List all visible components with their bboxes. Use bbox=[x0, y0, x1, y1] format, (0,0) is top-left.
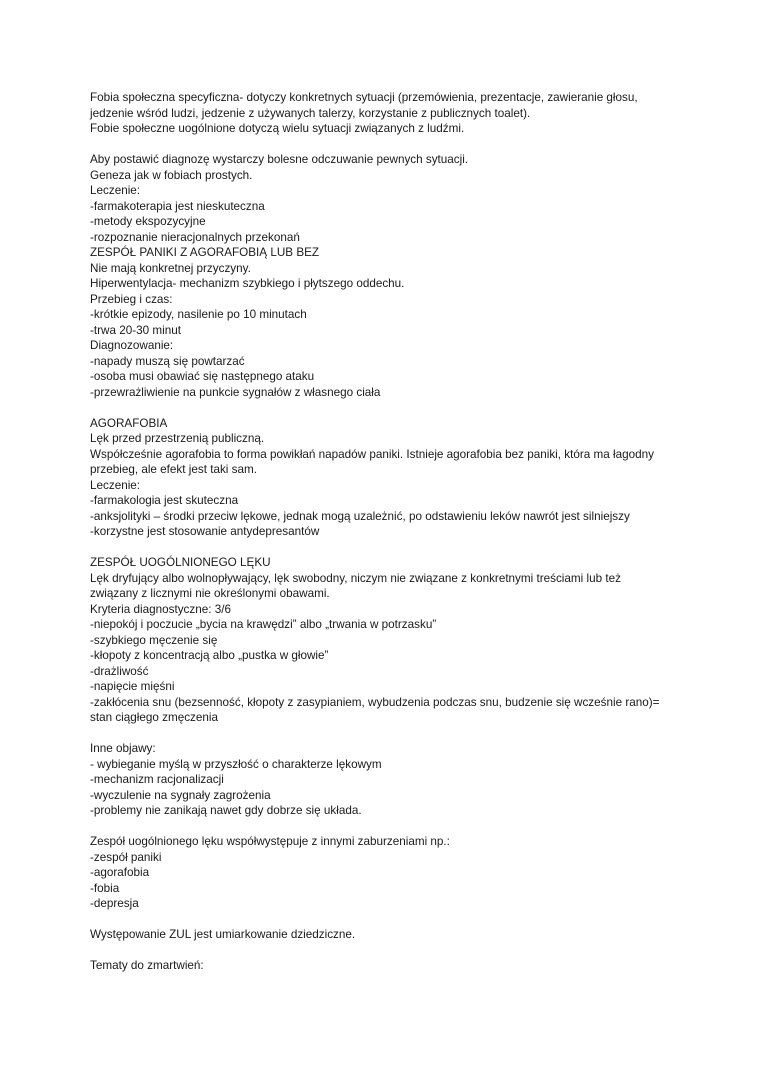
text-line: -farmakoterapia jest nieskuteczna bbox=[90, 199, 265, 213]
text-line: Fobie społeczne uogólnione dotyczą wielu sytuacji związanych z ludźmi. bbox=[90, 122, 465, 135]
text-line: Leczenie: bbox=[90, 478, 141, 492]
paragraph-spacer bbox=[90, 726, 670, 742]
text-line: Lęk przed przestrzenią publiczną. bbox=[90, 432, 265, 445]
text-line: -szybkiego męczenie się bbox=[90, 633, 218, 647]
text-block bbox=[90, 416, 670, 540]
text-line: Kryteria diagnostyczne: 3/6 bbox=[90, 602, 231, 616]
text-line: -przewrażliwienie na punkcie sygnałów z własnego ciała bbox=[90, 385, 381, 399]
text-line: Diagnozowanie: bbox=[90, 339, 174, 352]
paragraph-spacer bbox=[90, 943, 670, 959]
text-line: -napady muszą się powtarzać bbox=[90, 354, 245, 368]
text-line: -rozpoznanie nieracjonalnych przekonań bbox=[90, 230, 300, 244]
paragraph-spacer bbox=[90, 819, 670, 835]
text-line: Geneza jak w fobiach prostych. bbox=[90, 168, 253, 182]
text-line: -zakłócenia snu (bezsenność, kłopoty z zasypianiem, wybudzenia podczas snu, budzenie się wcześnie rano)= stan ciągłego zmęczenia bbox=[90, 695, 660, 724]
text-line: AGORAFOBIA bbox=[90, 416, 168, 430]
text-line: Lęk dryfujący albo wolnopływający, lęk swobodny, niczym nie związane z konkretnymi treściami lub też związany z licznymi nie określonymi obawami. bbox=[90, 571, 621, 600]
text-line: Fobia społeczna specyficzna- dotyczy konkretnych sytuacji (przemówienia, prezentacje, zawieranie głosu, jedzenie wśród ludzi, jedzenie z używanych talerzy, korzystanie z publicznych toalet). bbox=[90, 91, 638, 120]
text-line: -metody ekspozycyjne bbox=[90, 215, 206, 228]
text-line: -problemy nie zanikają nawet gdy dobrze się układa. bbox=[90, 804, 362, 817]
text-line: -wyczulenie na sygnały zagrożenia bbox=[90, 788, 271, 802]
text-line: -mechanizm racjonalizacji bbox=[90, 773, 224, 786]
text-block bbox=[90, 152, 670, 400]
text-line: Leczenie: bbox=[90, 184, 141, 197]
text-line: -napięcie mięśni bbox=[90, 680, 175, 693]
text-line: Tematy do zmartwień: bbox=[90, 959, 204, 972]
text-line: Aby postawić diagnozę wystarczy bolesne odczuwanie pewnych sytuacji. bbox=[90, 153, 469, 166]
text-line: -kłopoty z koncentracją albo „pustka w głowie” bbox=[90, 649, 329, 662]
text-line: ZESPÓŁ PANIKI Z AGORAFOBIĄ LUB BEZ bbox=[90, 246, 320, 259]
text-line: Przebieg i czas: bbox=[90, 292, 173, 306]
text-line: -farmakologia jest skuteczna bbox=[90, 494, 239, 507]
text-line: -anksjolityki – środki przeciw lękowe, jednak mogą uzależnić, po odstawieniu leków nawrót jest silniejszy bbox=[90, 509, 630, 523]
text-line: -drażliwość bbox=[90, 664, 149, 678]
paragraph-spacer bbox=[90, 540, 670, 556]
text-line: -krótkie epizody, nasilenie po 10 minutach bbox=[90, 308, 307, 321]
text-block bbox=[90, 958, 670, 974]
text-line: Hiperwentylacja- mechanizm szybkiego i płytszego oddechu. bbox=[90, 277, 405, 290]
text-block bbox=[90, 834, 670, 912]
text-block bbox=[90, 741, 670, 819]
text-line: -trwa 20-30 minut bbox=[90, 323, 181, 337]
text-line: -korzystne jest stosowanie antydepresantów bbox=[90, 525, 320, 538]
text-line: -agorafobia bbox=[90, 866, 150, 879]
text-block bbox=[90, 90, 670, 137]
text-line: Nie mają konkretnej przyczyny. bbox=[90, 261, 251, 275]
document-body bbox=[90, 90, 670, 974]
text-line: -zespół paniki bbox=[90, 850, 162, 864]
paragraph-spacer bbox=[90, 912, 670, 928]
text-line: - wybieganie myślą w przyszłość o charakterze lękowym bbox=[90, 757, 382, 771]
text-line: Występowanie ZUL jest umiarkowanie dziedziczne. bbox=[90, 928, 356, 941]
paragraph-spacer bbox=[90, 400, 670, 416]
text-line: Zespół uogólnionego lęku współwystępuje z innymi zaburzeniami np.: bbox=[90, 835, 450, 848]
paragraph-spacer bbox=[90, 137, 670, 153]
text-block bbox=[90, 555, 670, 726]
text-line: Inne objawy: bbox=[90, 742, 156, 755]
text-line: -osoba musi obawiać się następnego ataku bbox=[90, 370, 315, 383]
text-line: Współcześnie agorafobia to forma powikłań napadów paniki. Istnieje agorafobia bez paniki, która ma łagodny przebieg, ale efekt jest taki sam. bbox=[90, 447, 654, 476]
text-line: -niepokój i poczucie „bycia na krawędzi” albo „trwania w potrzasku” bbox=[90, 618, 437, 631]
text-line: -depresja bbox=[90, 897, 139, 910]
text-block bbox=[90, 927, 670, 943]
text-line: -fobia bbox=[90, 881, 120, 895]
text-line: ZESPÓŁ UOGÓLNIONEGO LĘKU bbox=[90, 556, 271, 569]
